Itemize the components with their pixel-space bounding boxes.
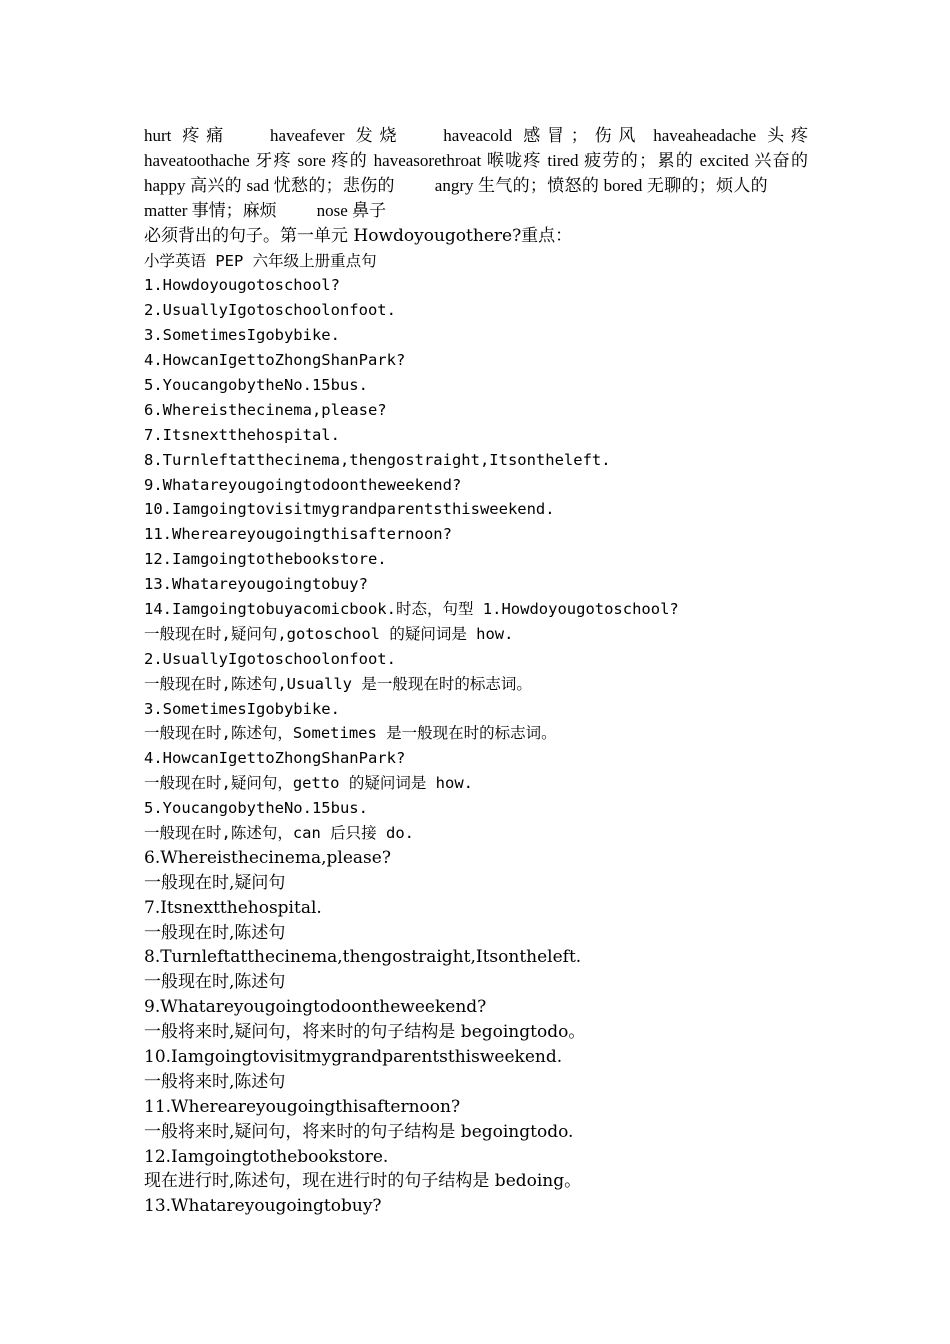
vocab-item: angry 生气的；愤怒的 bored 无聊的；烦人的	[434, 175, 768, 195]
text-line: 4.HowcanIgettoZhongShanPark?	[144, 351, 406, 370]
text-line: 3.SometimesIgobybike.	[144, 326, 340, 345]
text-line: 2.UsuallyIgotoschoolonfoot.	[144, 301, 396, 320]
text-line: 10.Iamgoingtovisitmygrandparentsthisweekend.	[144, 500, 555, 519]
text-line: 一般将来时,疑问句，将来时的句子结构是 begoingtodo。	[144, 1022, 586, 1043]
text-line: 一般将来时,陈述句	[144, 1071, 286, 1092]
vocab-item: nose 鼻子	[316, 200, 387, 220]
text-line: 必须背出的句子。第一单元 Howdoyougothere?重点：	[144, 225, 573, 246]
text-line: 6.Whereisthecinema,please?	[144, 400, 387, 419]
text-line: 8.Turnleftatthecinema,thengostraight,Itsontheleft.	[144, 947, 582, 968]
vocab-item: hurt 疼痛	[144, 126, 231, 145]
text-line: 6.Whereisthecinema,please?	[144, 847, 391, 868]
text-line: 一般现在时,陈述句	[144, 972, 286, 993]
vocabulary-paragraph	[144, 124, 808, 224]
text-line: 5.YoucangobytheNo.15bus.	[144, 375, 368, 394]
text-line: 10.Iamgoingtovisitmygrandparentsthisweekend.	[144, 1047, 563, 1068]
text-line: 11.Whereareyougoingthisafternoon?	[144, 525, 452, 544]
text-line: 4.HowcanIgettoZhongShanPark?	[144, 749, 406, 768]
text-line: 9.Whatareyougoingtodoontheweekend?	[144, 475, 462, 494]
text-line: 5.YoucangobytheNo.15bus.	[144, 799, 368, 818]
vocab-item: haveacold 感冒；伤风 haveaheadache 头疼 haveatoothache 牙疼 sore 疼的 haveasorethroat 喉咙疼 tired 疲劳的；累的 excited 兴奋的 happy 高兴的 sad 忧愁的；悲伤的	[144, 126, 808, 195]
vocab-item: matter 事情；麻烦	[144, 200, 277, 220]
text-line: 小学英语 PEP 六年级上册重点句	[144, 251, 377, 270]
text-line: 一般现在时,疑问句，getto 的疑问词是 how.	[144, 774, 473, 793]
text-line: 一般将来时,疑问句，将来时的句子结构是 begoingtodo.	[144, 1121, 574, 1142]
text-line: 一般现在时,陈述句,Usually 是一般现在时的标志词。	[144, 674, 532, 693]
text-line: 2.UsuallyIgotoschoolonfoot.	[144, 649, 396, 668]
text-line: 14.Iamgoingtobuyacomicbook.时态，句型 1.Howdoyougotoschool?	[144, 599, 679, 618]
text-line: 一般现在时,疑问句	[144, 872, 286, 893]
text-line: 12.Iamgoingtothebookstore.	[144, 1146, 389, 1167]
text-line: 一般现在时,疑问句,gotoschool 的疑问词是 how.	[144, 624, 514, 643]
text-line: 8.Turnleftatthecinema,thengostraight,Itsontheleft.	[144, 450, 611, 469]
text-line: 现在进行时,陈述句，现在进行时的句子结构是 bedoing。	[144, 1171, 582, 1192]
text-line: 一般现在时,陈述句，can 后只接 do.	[144, 824, 414, 842]
text-line: 7.Itsnextthehospital.	[144, 425, 340, 444]
text-line: 12.Iamgoingtothebookstore.	[144, 550, 387, 569]
document-body	[144, 124, 808, 1219]
vocab-item: haveafever 发烧	[270, 126, 404, 145]
text-line: 7.Itsnextthehospital.	[144, 897, 322, 918]
text-line: 13.Whatareyougoingtobuy?	[144, 1196, 382, 1217]
text-line: 一般现在时,陈述句	[144, 922, 286, 943]
sentence-list	[144, 224, 808, 1220]
text-line: 3.SometimesIgobybike.	[144, 699, 340, 718]
text-line: 一般现在时,陈述句，Sometimes 是一般现在时的标志词。	[144, 724, 557, 743]
text-line: 11.Whereareyougoingthisafternoon?	[144, 1096, 461, 1117]
text-line: 9.Whatareyougoingtodoontheweekend?	[144, 997, 487, 1018]
text-line: 13.Whatareyougoingtobuy?	[144, 575, 368, 594]
text-line: 1.Howdoyougotoschool?	[144, 276, 340, 295]
